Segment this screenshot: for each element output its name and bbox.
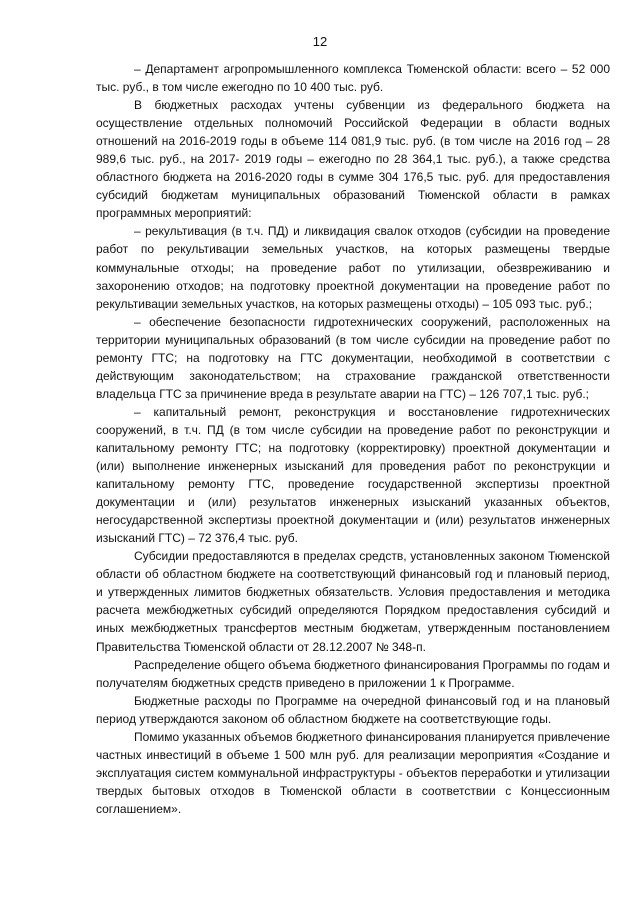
paragraph-hydro-safety: – обеспечение безопасности гидротехнических сооружений, расположенных на территории муниципальных образований (в том числе субсидии на проведение работ по ремонту ГТС; на подготовку на ГТС документации, необходимой в соответствии с действующим законодательством; на страхование гражданской ответственности владельца ГТС за причинение вреда в результате аварии на ГТС) – 126 707,1 тыс. руб.; (96, 314, 610, 401)
page-number: 12 (312, 34, 328, 49)
paragraph-budget-subventions: В бюджетных расходах учтены субвенции из федерального бюджета на осуществление отдельных полномочий Российской Федерации в области водных отношений на 2016-2019 годы в объеме 114 081,9 тыс. руб. (в том числе на 2016 год – 28 989,6 тыс. руб., на 2017- 2019 годы – ежегодно по 28 364,1 тыс. руб.), а также средства областного бюджета на 2016-2020 годы в сумме 304 176,5 тыс. руб. для предоставления субсидий бюджетам муниципальных образований Тюменской области в рамках программных мероприятий: (96, 98, 610, 221)
document-body (96, 60, 610, 818)
paragraph-approval: Бюджетные расходы по Программе на очередной финансовый год и на плановый период утверждаются законом об областном бюджете на соответствующие годы. (96, 693, 610, 726)
paragraph-distribution: Распределение общего объема бюджетного финансирования Программы по годам и получателям бюджетных средств приведено в приложении 1 к Программе. (96, 657, 610, 690)
paragraph-private-investment: Помимо указанных объемов бюджетного финансирования планируется привлечение частных инвестиций в объеме 1 500 млн руб. для реализации мероприятия «Создание и эксплуатация систем коммунальной инфраструктуры - объектов переработки и утилизации твердых бытовых отходов в Тюменской области в соответствии с Концессионным соглашением». (96, 729, 610, 816)
paragraph-agro-department: – Департамент агропромышленного комплекса Тюменской области: всего – 52 000 тыс. руб., в том числе ежегодно по 10 400 тыс. руб. (96, 62, 610, 95)
paragraph-hydro-repair: – капитальный ремонт, реконструкция и восстановление гидротехнических сооружений, в т.ч. ПД (в том числе субсидии на проведение работ по реконструкции и капитальному ремонту ГТС; на подготовку (корректировку) проектной документации и (или) выполнение инженерных изысканий для проведения работ по реконструкции и капитальному ремонту ГТС, проведение государственной экспертизы проектной документации и (или) результатов инженерных изысканий указанных объектов, негосударственной экспертизы проектной документации и (или) результатов инженерных изысканий ГТС) – 72 376,4 тыс. руб. (96, 404, 610, 546)
paragraph-landfill-recultivation: – рекультивация (в т.ч. ПД) и ликвидация свалок отходов (субсидии на проведение работ по рекультивации земельных участков, на которых размещены твердые коммунальные отходы; на проведение работ по утилизации, обезвреживанию и захоронению отходов; на подготовку проектной документации на проведение работ по рекультивации земельных участков, на которых размещены отходы) – 105 093 тыс. руб.; (96, 224, 610, 311)
paragraph-subsidy-conditions: Субсидии предоставляются в пределах средств, установленных законом Тюменской области об областном бюджете на соответствующий финансовый год и плановый период, и утвержденных лимитов бюджетных обязательств. Условия предоставления и методика расчета межбюджетных субсидий определяются Порядком предоставления субсидий и иных межбюджетных трансфертов местным бюджетам, утвержденным постановлением Правительства Тюменской области от 28.12.2007 № 348-п. (96, 549, 610, 654)
